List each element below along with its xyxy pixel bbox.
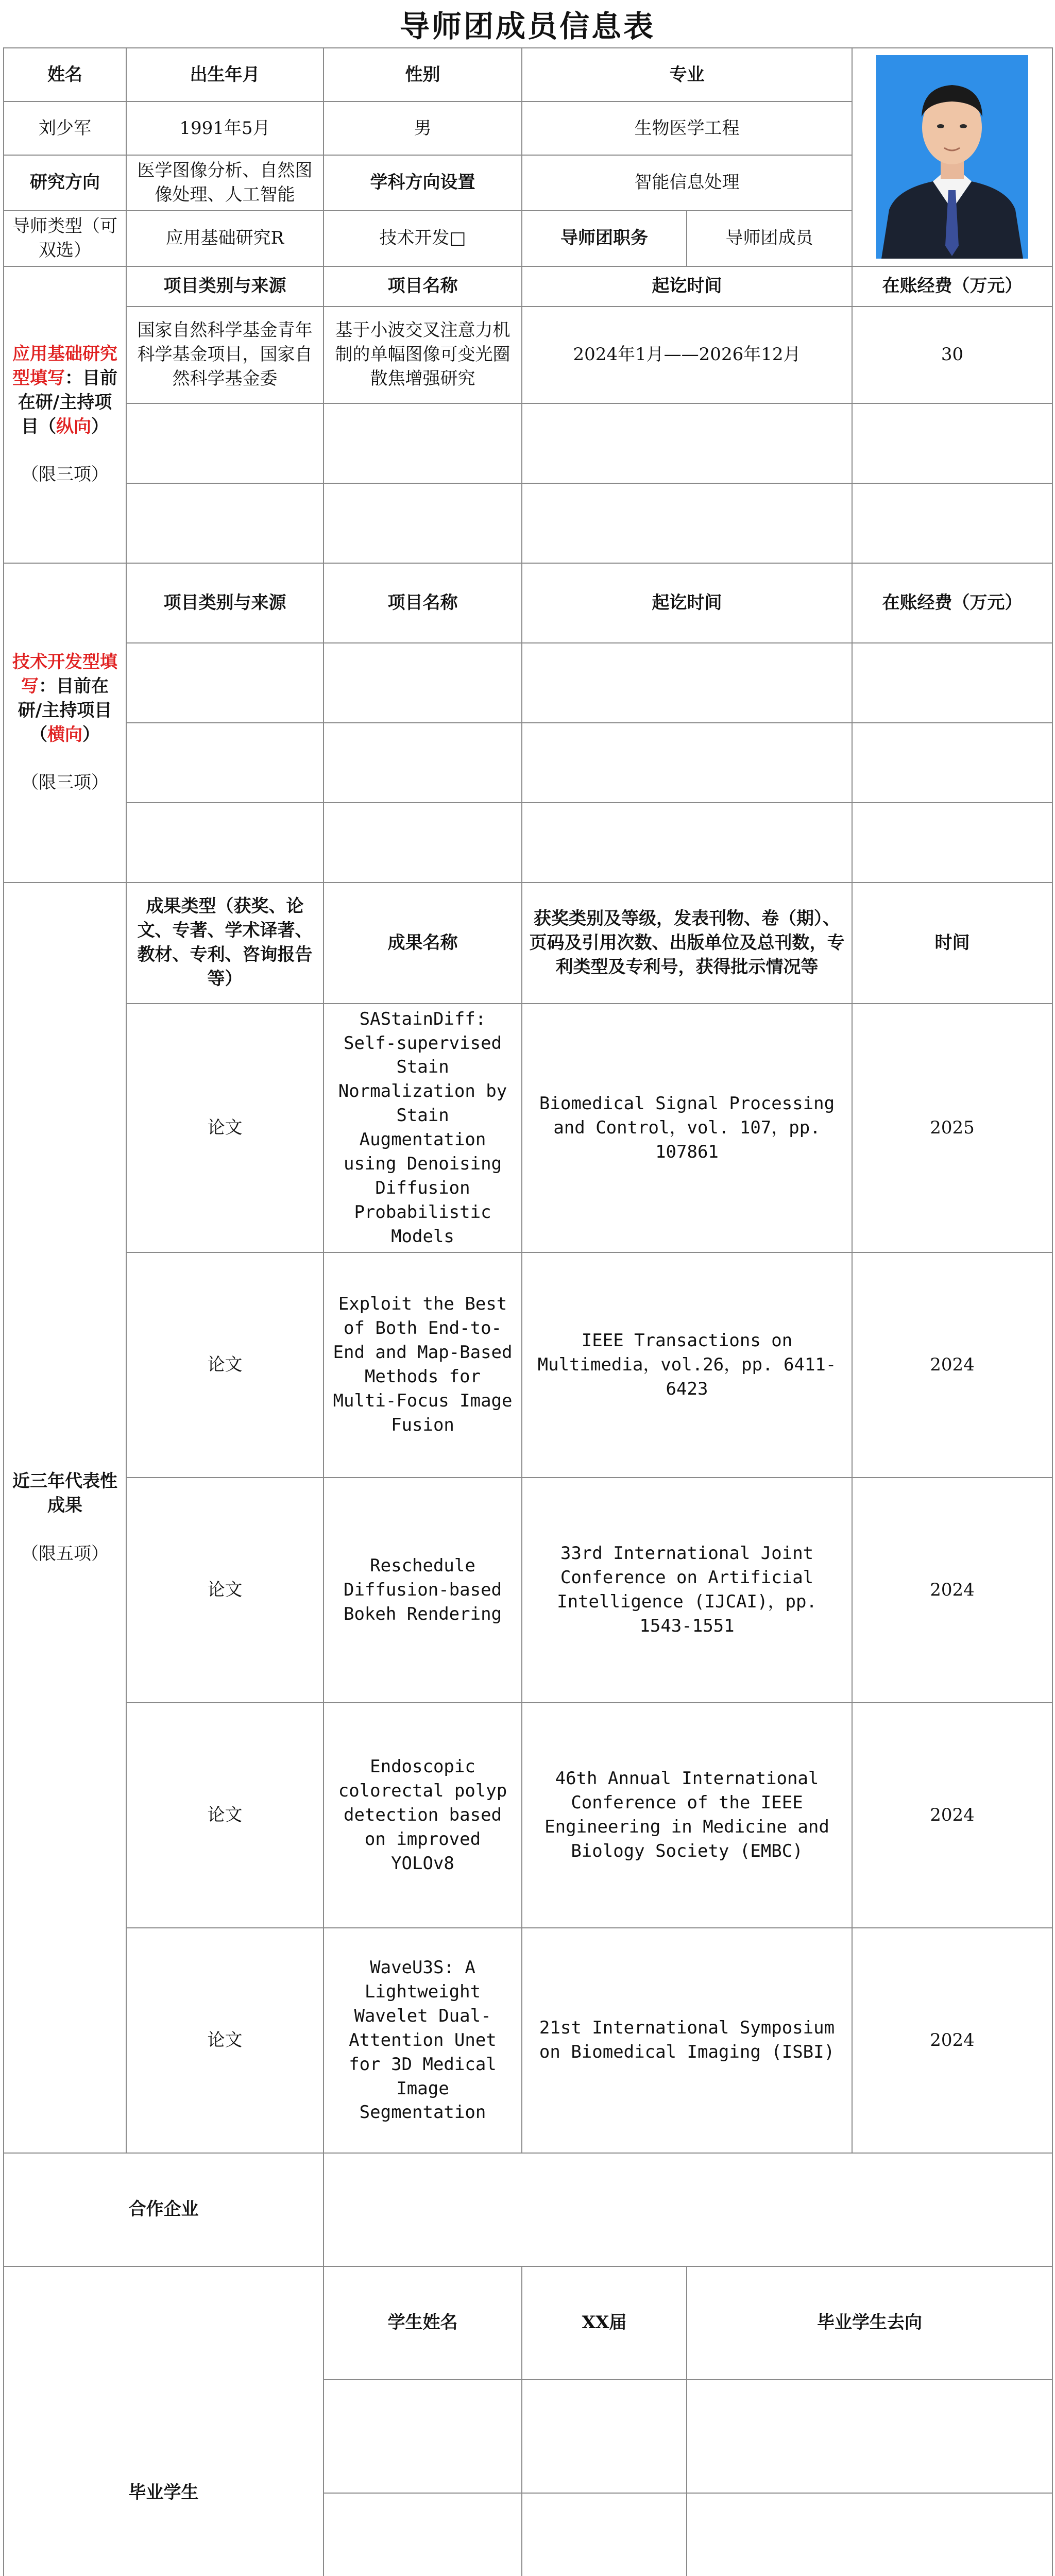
discipline-label: 学科方向设置 [324, 155, 522, 211]
grad-row-2-name [324, 2493, 522, 2576]
achievements-label-text: 近三年代表性成果 [12, 1470, 117, 1516]
grad-header-destination: 毕业学生去向 [687, 2266, 1052, 2380]
ach-row-1-year: 2025 [852, 1004, 1052, 1252]
ach-row-3-type: 论文 [126, 1478, 324, 1703]
td-header-source: 项目类别与来源 [126, 563, 324, 643]
ach-row-1-name: SAStainDiff: Self-supervised Stain Normalization by Stain Augmentation using Denoising Diffusion Probabilistic Models [324, 1004, 522, 1252]
type-option-tech: 技术开发□ [324, 211, 522, 266]
major-label: 专业 [522, 48, 852, 101]
ach-row-2-detail: IEEE Transactions on Multimedia，vol.26，pp. 6411-6423 [522, 1252, 852, 1478]
ach-row-5-detail: 21st International Symposium on Biomedical Imaging (ISBI) [522, 1928, 852, 2153]
direction-label: 研究方向 [4, 155, 126, 211]
partner-value [324, 2153, 1052, 2266]
td-row-1-funds [852, 643, 1052, 723]
td-header-name: 项目名称 [324, 563, 522, 643]
br-row-1-source: 国家自然科学基金青年科学基金项目，国家自然科学基金委 [126, 307, 324, 403]
basic-research-label-text: ：目前在研/主持项目（ [18, 367, 117, 437]
name-label: 姓名 [4, 48, 126, 101]
grad-row-2-destination [687, 2493, 1052, 2576]
ach-row-3-detail: 33rd International Joint Conference on Artificial Intelligence (IJCAI)，pp. 1543-1551 [522, 1478, 852, 1703]
br-header-source: 项目类别与来源 [126, 266, 324, 307]
role-label: 导师团职务 [522, 211, 687, 266]
td-row-3-funds [852, 803, 1052, 883]
ach-row-4-type: 论文 [126, 1703, 324, 1928]
td-row-1-period [522, 643, 852, 723]
td-row-3-name [324, 803, 522, 883]
tech-dev-label-red: 技术开发型填写 [12, 651, 117, 697]
ach-header-year: 时间 [852, 883, 1052, 1004]
br-row-2-period [522, 403, 852, 483]
br-row-1-funds: 30 [852, 307, 1052, 403]
ach-header-detail: 获奖类别及等级，发表刊物、卷（期）、页码及引用次数、出版单位及总刊数，专利类型及专利号，获得批示情况等 [522, 883, 852, 1004]
page-title: 导师团成员信息表 [399, 9, 655, 44]
ach-row-5-year: 2024 [852, 1928, 1052, 2153]
td-header-funds: 在账经费（万元） [852, 563, 1052, 643]
graduates-label: 毕业学生 [4, 2266, 324, 2576]
td-row-1-source [126, 643, 324, 723]
basic-research-label [4, 266, 126, 563]
basic-research-label-vertical: 纵向 [56, 416, 91, 437]
basic-research-label-red: 应用基础研究型填写 [12, 343, 117, 388]
ach-row-5-name: WaveU3S: A Lightweight Wavelet Dual-Attention Unet for 3D Medical Image Segmentation [324, 1928, 522, 2153]
br-row-3-name [324, 483, 522, 563]
direction-value: 医学图像分析、自然图像处理、人工智能 [126, 155, 324, 211]
grad-row-1-year [522, 2380, 687, 2493]
grad-row-1-destination [687, 2380, 1052, 2493]
gender-label: 性别 [324, 48, 522, 101]
ach-row-4-year: 2024 [852, 1703, 1052, 1928]
partner-label: 合作企业 [4, 2153, 324, 2266]
br-row-3-source [126, 483, 324, 563]
br-row-2-name [324, 403, 522, 483]
achievements-limit: （限五项） [21, 1543, 109, 1564]
ach-row-4-name: Endoscopic colorectal polyp detection based on improved YOLOv8 [324, 1703, 522, 1928]
basic-research-limit: （限三项） [21, 464, 109, 485]
tech-dev-label-text: ：目前在研/主持项目（ [18, 675, 112, 745]
basic-research-label-close: ） [91, 416, 109, 437]
type-label: 导师类型（可双选） [4, 211, 126, 266]
br-row-1-name: 基于小波交叉注意力机制的单幅图像可变光圈散焦增强研究 [324, 307, 522, 403]
br-row-1-period: 2024年1月——2026年12月 [522, 307, 852, 403]
grad-header-year: XX届 [522, 2266, 687, 2380]
td-row-2-funds [852, 723, 1052, 803]
br-row-2-source [126, 403, 324, 483]
role-value: 导师团成员 [687, 211, 852, 266]
grad-row-2-year [522, 2493, 687, 2576]
br-header-funds: 在账经费（万元） [852, 266, 1052, 307]
name-value: 刘少军 [4, 101, 126, 155]
td-header-period: 起讫时间 [522, 563, 852, 643]
ach-row-2-name: Exploit the Best of Both End-to-End and Map-Based Methods for Multi-Focus Image Fusion [324, 1252, 522, 1478]
type-option-basic: 应用基础研究R [126, 211, 324, 266]
grad-header-name: 学生姓名 [324, 2266, 522, 2380]
td-row-2-name [324, 723, 522, 803]
ach-row-3-name: Reschedule Diffusion-based Bokeh Rendering [324, 1478, 522, 1703]
ach-row-1-type: 论文 [126, 1004, 324, 1252]
achievements-label [4, 883, 126, 2153]
br-header-period: 起讫时间 [522, 266, 852, 307]
major-value: 生物医学工程 [522, 101, 852, 155]
photo-cell [852, 48, 1052, 266]
br-row-3-funds [852, 483, 1052, 563]
ach-row-5-type: 论文 [126, 1928, 324, 2153]
td-row-3-source [126, 803, 324, 883]
br-header-name: 项目名称 [324, 266, 522, 307]
info-form-table [3, 47, 1053, 2576]
ach-row-3-year: 2024 [852, 1478, 1052, 1703]
td-row-2-period [522, 723, 852, 803]
ach-row-4-detail: 46th Annual International Conference of the IEEE Engineering in Medicine and Biology Society (EMBC) [522, 1703, 852, 1928]
portrait-photo [876, 55, 1028, 259]
td-row-2-source [126, 723, 324, 803]
ach-row-2-year: 2024 [852, 1252, 1052, 1478]
grad-row-1-name [324, 2380, 522, 2493]
td-row-3-period [522, 803, 852, 883]
ach-header-type: 成果类型（获奖、论文、专著、学术译著、教材、专利、咨询报告等） [126, 883, 324, 1004]
ach-row-2-type: 论文 [126, 1252, 324, 1478]
td-row-1-name [324, 643, 522, 723]
tech-dev-label [4, 563, 126, 883]
portrait-image [876, 55, 1028, 259]
br-row-3-period [522, 483, 852, 563]
tech-dev-limit: （限三项） [21, 772, 109, 793]
ach-header-name: 成果名称 [324, 883, 522, 1004]
ach-row-1-detail: Biomedical Signal Processing and Control，vol. 107，pp. 107861 [522, 1004, 852, 1252]
discipline-value: 智能信息处理 [522, 155, 852, 211]
tech-dev-label-close: ） [82, 724, 100, 745]
tech-dev-label-horizontal: 横向 [47, 724, 82, 745]
br-row-2-funds [852, 403, 1052, 483]
gender-value: 男 [324, 101, 522, 155]
birth-label: 出生年月 [126, 48, 324, 101]
birth-value: 1991年5月 [126, 101, 324, 155]
